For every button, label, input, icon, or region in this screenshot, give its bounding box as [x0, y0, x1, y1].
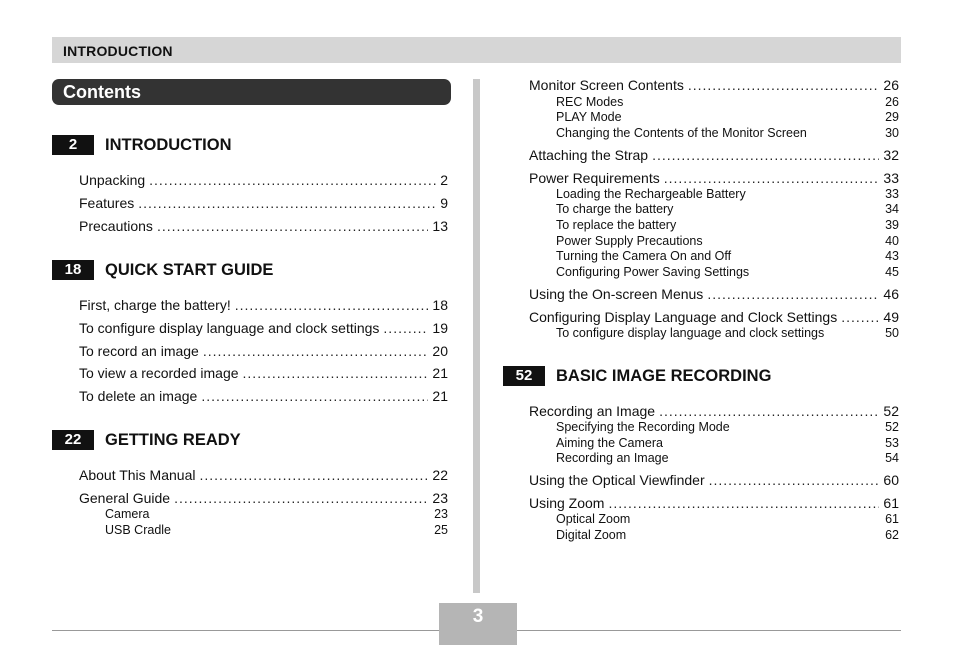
leader-dots: [659, 402, 879, 420]
leader-dots: [203, 342, 429, 360]
toc-subentry[interactable]: [556, 451, 899, 466]
section-page-number: 22: [52, 430, 94, 450]
section-quick-start-guide[interactable]: [52, 260, 451, 280]
entry-page: 33: [883, 170, 899, 186]
toc-subentry[interactable]: [556, 265, 899, 280]
subentry-label: Loading the Rechargeable Battery: [556, 187, 746, 201]
toc-entry[interactable]: [529, 146, 899, 164]
toc-entry[interactable]: [529, 285, 899, 303]
subentry-page: 39: [885, 218, 899, 232]
toc-entry[interactable]: [529, 471, 899, 489]
entry-page: 9: [440, 195, 448, 211]
entry-page: 21: [432, 365, 448, 381]
entry-page: 13: [432, 218, 448, 234]
subentry-label: Camera: [105, 507, 150, 521]
entry-label: To configure display language and clock settings: [79, 320, 380, 336]
page-number: 3: [472, 606, 484, 627]
entry-label: Monitor Screen Contents: [529, 77, 684, 93]
entry-page: 18: [432, 297, 448, 313]
section-title: QUICK START GUIDE: [105, 261, 274, 279]
leader-dots: [664, 169, 880, 187]
toc-subentry[interactable]: [556, 110, 899, 125]
subentry-page: 52: [885, 420, 899, 434]
leader-dots: [201, 387, 428, 405]
toc-subentry[interactable]: [556, 218, 899, 233]
entry-label: Unpacking: [79, 172, 146, 188]
toc-entry[interactable]: [79, 364, 448, 382]
toc-entry[interactable]: [79, 387, 448, 405]
subentry-label: USB Cradle: [105, 523, 171, 537]
entry-label: General Guide: [79, 490, 171, 506]
toc-entry[interactable]: [529, 308, 899, 326]
header-bar: [52, 37, 901, 63]
subentry-page: 30: [885, 126, 899, 140]
subentry-label: Turning the Camera On and Off: [556, 249, 732, 263]
entry-page: 21: [432, 388, 448, 404]
entry-label: Configuring Display Language and Clock Settings: [529, 309, 838, 325]
toc-entry[interactable]: [79, 319, 448, 337]
subentry-label: Digital Zoom: [556, 528, 627, 542]
entry-label: Power Requirements: [529, 170, 660, 186]
leader-dots: [652, 146, 879, 164]
toc-entry[interactable]: [529, 402, 899, 420]
entry-page: 60: [883, 472, 899, 488]
subentry-page: 54: [885, 451, 899, 465]
entry-label: First, charge the battery!: [79, 297, 231, 313]
entry-page: 52: [883, 403, 899, 419]
entry-page: 46: [883, 286, 899, 302]
toc-subentry[interactable]: [556, 436, 899, 451]
entry-page: 26: [883, 77, 899, 93]
toc-entry[interactable]: [79, 194, 448, 212]
toc-subentry[interactable]: [556, 234, 899, 249]
entry-label: About This Manual: [79, 467, 196, 483]
toc-subentry[interactable]: [105, 523, 448, 538]
toc-entry[interactable]: [79, 217, 448, 235]
toc-entry[interactable]: [79, 296, 448, 314]
entry-label: Using the On-screen Menus: [529, 286, 704, 302]
subentry-label: Configuring Power Saving Settings: [556, 265, 750, 279]
subentry-page: 62: [885, 528, 899, 542]
section-title: BASIC IMAGE RECORDING: [556, 367, 772, 385]
subentry-page: 50: [885, 326, 899, 340]
toc-entry[interactable]: [529, 76, 899, 94]
toc-subentry[interactable]: [556, 187, 899, 202]
subentry-label: To configure display language and clock settings: [556, 326, 825, 340]
contents-title: Contents: [63, 82, 141, 102]
column-divider: [473, 79, 480, 593]
toc-subentry[interactable]: [556, 420, 899, 435]
entry-label: Using the Optical Viewfinder: [529, 472, 705, 488]
subentry-label: Recording an Image: [556, 451, 669, 465]
section-title: INTRODUCTION: [105, 136, 232, 154]
entry-label: Attaching the Strap: [529, 147, 649, 163]
entry-label: Recording an Image: [529, 403, 656, 419]
entry-label: Features: [79, 195, 135, 211]
leader-dots: [174, 489, 428, 507]
section-title: GETTING READY: [105, 431, 241, 449]
leader-dots: [841, 308, 879, 326]
section-getting-ready[interactable]: [52, 430, 451, 450]
section-basic-image-recording[interactable]: [503, 366, 901, 386]
toc-entry[interactable]: [79, 342, 448, 360]
entry-page: 49: [883, 309, 899, 325]
toc-subentry[interactable]: [105, 507, 448, 522]
toc-subentry[interactable]: [556, 249, 899, 264]
entry-page: 20: [432, 343, 448, 359]
subentry-page: 43: [885, 249, 899, 263]
entry-page: 19: [432, 320, 448, 336]
toc-subentry[interactable]: [556, 528, 899, 543]
subentry-page: 45: [885, 265, 899, 279]
entry-label: To delete an image: [79, 388, 198, 404]
entry-label: To record an image: [79, 343, 199, 359]
subentry-label: To charge the battery: [556, 202, 674, 216]
section-page-number: 2: [52, 135, 94, 155]
subentry-page: 33: [885, 187, 899, 201]
subentry-label: Aiming the Camera: [556, 436, 663, 450]
toc-subentry[interactable]: [556, 95, 899, 110]
leader-dots: [199, 466, 428, 484]
entry-page: 61: [883, 495, 899, 511]
toc-subentry[interactable]: [556, 326, 899, 341]
entry-page: 23: [432, 490, 448, 506]
section-page-number: 52: [503, 366, 545, 386]
leader-dots: [707, 285, 879, 303]
subentry-label: REC Modes: [556, 95, 624, 109]
leader-dots: [235, 296, 429, 314]
section-introduction[interactable]: [52, 135, 451, 155]
section-page-number: 18: [52, 260, 94, 280]
toc-subentry[interactable]: [556, 126, 899, 141]
leader-dots: [383, 319, 428, 337]
toc-entry[interactable]: [79, 489, 448, 507]
subentry-page: 23: [434, 507, 448, 521]
entry-page: 32: [883, 147, 899, 163]
toc-entry[interactable]: [529, 494, 899, 512]
subentry-page: 29: [885, 110, 899, 124]
subentry-label: Optical Zoom: [556, 512, 631, 526]
leader-dots: [149, 171, 436, 189]
toc-entry[interactable]: [529, 169, 899, 187]
leader-dots: [243, 364, 429, 382]
toc-subentry[interactable]: [556, 512, 899, 527]
subentry-label: Specifying the Recording Mode: [556, 420, 730, 434]
entry-page: 2: [440, 172, 448, 188]
subentry-page: 26: [885, 95, 899, 109]
entry-label: Precautions: [79, 218, 153, 234]
leader-dots: [688, 76, 880, 94]
subentry-label: PLAY Mode: [556, 110, 622, 124]
subentry-page: 53: [885, 436, 899, 450]
leader-dots: [608, 494, 879, 512]
leader-dots: [709, 471, 880, 489]
subentry-page: 40: [885, 234, 899, 248]
entry-page: 22: [432, 467, 448, 483]
subentry-label: To replace the battery: [556, 218, 677, 232]
entry-label: To view a recorded image: [79, 365, 239, 381]
toc-subentry[interactable]: [556, 202, 899, 217]
subentry-page: 61: [885, 512, 899, 526]
toc-entry[interactable]: [79, 171, 448, 189]
subentry-page: 25: [434, 523, 448, 537]
leader-dots: [138, 194, 436, 212]
toc-entry[interactable]: [79, 466, 448, 484]
contents-title-bar: [52, 79, 451, 105]
subentry-page: 34: [885, 202, 899, 216]
subentry-label: Changing the Contents of the Monitor Screen: [556, 126, 807, 140]
leader-dots: [157, 217, 428, 235]
page-number-box: [439, 603, 517, 645]
header-label: INTRODUCTION: [63, 43, 173, 59]
entry-label: Using Zoom: [529, 495, 605, 511]
subentry-label: Power Supply Precautions: [556, 234, 703, 248]
